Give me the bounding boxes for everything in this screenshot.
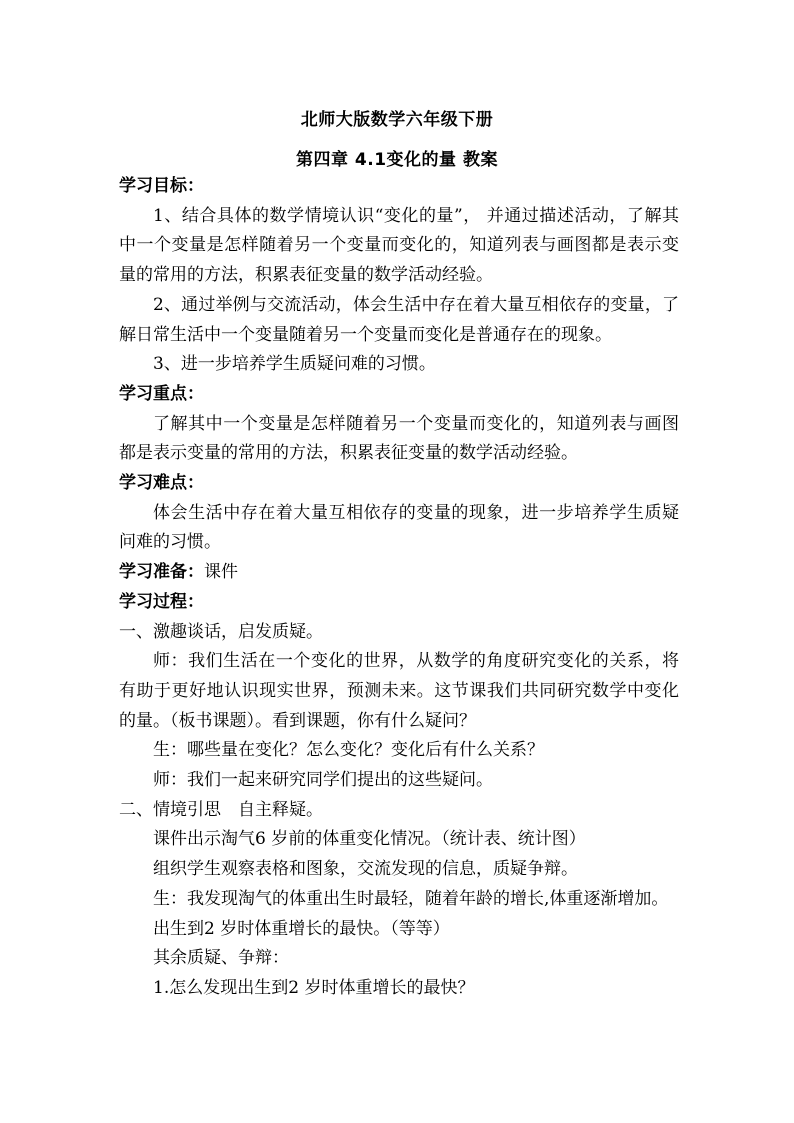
preparation-line <box>119 558 679 588</box>
difficulties-text: 体会生活中存在着大量互相依存的变量的现象，进一步培养学生质疑问难的习惯。 <box>119 502 679 553</box>
preparation-text: 课件 <box>204 562 238 583</box>
document-title: 北师大版数学六年级下册 <box>300 110 494 130</box>
section2-line: 1.怎么发现出生到2 岁时体重增长的最快？ <box>153 977 475 998</box>
objective-item: 1、结合具体的数学情境认识“变化的量”， 并通过描述活动，了解其中一个变量是怎样随着另一个变量而变化的，知道列表与画图都是表示变量的常用的方法，积累表征变量的数学活动经验。 <box>119 205 679 286</box>
objectives-heading: 学习目标： <box>119 176 204 196</box>
section2-line: 组织学生观察表格和图象，交流发现的信息，质疑争辩。 <box>153 859 578 880</box>
section1-title: 一、激趣谈话，启发质疑。 <box>119 621 323 642</box>
objective-item: 3、进一步培养学生质疑问难的习惯。 <box>153 354 436 375</box>
section2-line: 课件出示淘气6 岁前的体重变化情况。（统计表、统计图） <box>153 829 586 850</box>
preparation-heading: 学习准备： <box>119 562 204 583</box>
key-points-text: 了解其中一个变量是怎样随着另一个变量而变化的，知道列表与画图都是表示变量的常用的方法，积累表征变量的数学活动经验。 <box>119 413 679 464</box>
section1-line: 生：哪些量在变化？怎么变化？变化后有什么关系？ <box>153 740 544 761</box>
key-points-heading: 学习重点： <box>119 383 204 404</box>
section2-line: 生：我发现淘气的体重出生时最轻，随着年龄的增长,体重逐渐增加。 <box>153 888 669 909</box>
difficulties-heading: 学习难点： <box>119 473 204 494</box>
section2-line: 出生到2 岁时体重增长的最快。（等等） <box>153 918 450 939</box>
section2-title: 二、情境引思 自主释疑。 <box>119 799 323 820</box>
section1-line: 师：我们生活在一个变化的世界，从数学的角度研究变化的关系，将有助于更好地认识现实世界，预测未来。这节课我们共同研究数学中变化的量。（板书课题）。看到课题，你有什么疑问？ <box>119 651 679 731</box>
document-body <box>119 172 679 1004</box>
document-subtitle: 第四章 4.1变化的量 教案 <box>296 150 498 170</box>
objective-item: 2、通过举例与交流活动，体会生活中存在着大量互相依存的变量，了解日常生活中一个变量随着另一个变量而变化是普通存在的现象。 <box>119 294 679 345</box>
section2-line: 其余质疑、争辩： <box>153 948 289 969</box>
process-heading: 学习过程： <box>119 591 204 612</box>
section1-line: 师：我们一起来研究同学们提出的这些疑问。 <box>153 770 493 791</box>
